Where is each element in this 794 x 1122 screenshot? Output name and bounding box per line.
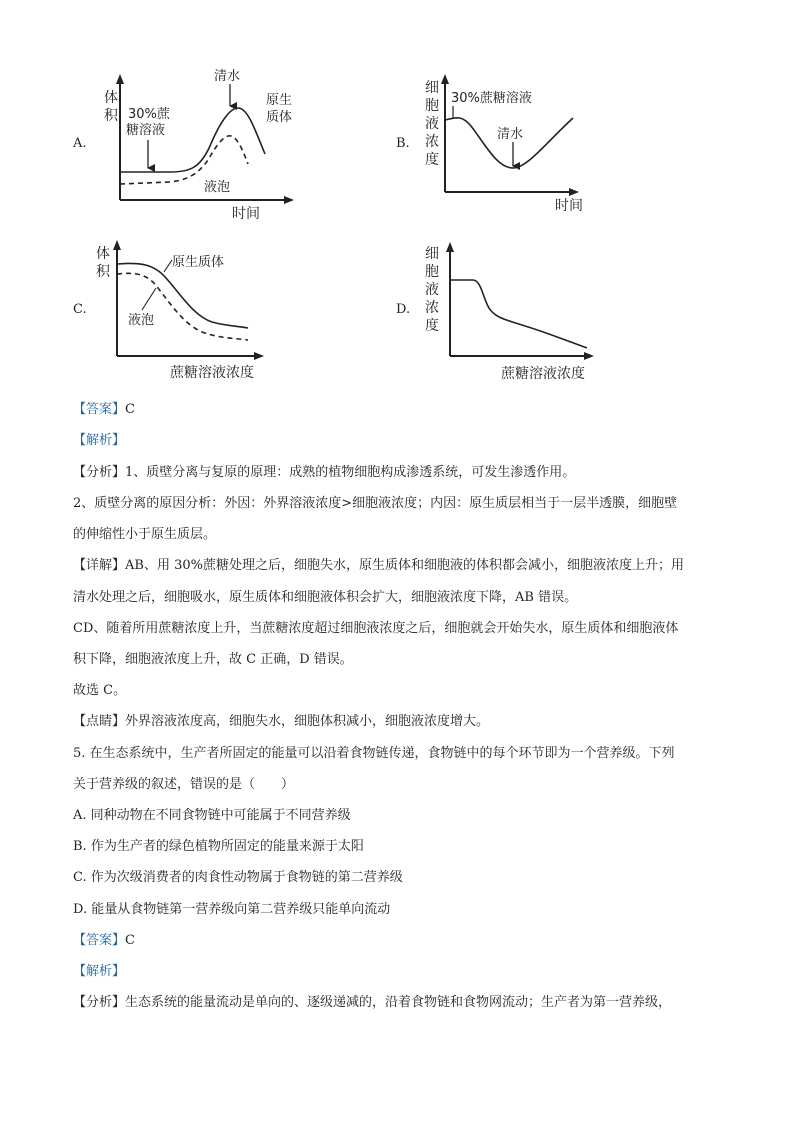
- annot-water: 清水: [214, 69, 241, 84]
- point-line: [73, 713, 489, 730]
- point-tag: 【点睛】: [73, 714, 126, 729]
- y-axis-arrow-icon: [116, 74, 124, 84]
- annot-sucrose-2: 糖溶液: [126, 123, 166, 138]
- y-axis-arrow-icon: [446, 242, 454, 252]
- annot-sucrose-1: 30%蔗: [128, 107, 170, 122]
- answer-tag: 【答案】: [73, 933, 126, 948]
- fenxi-tag: 【分析】: [73, 465, 126, 480]
- y-label-3: 液: [425, 116, 439, 132]
- option-d: D. 能量从食物链第一营养级向第二营养级只能单向流动: [73, 902, 391, 917]
- x-axis-arrow-icon: [254, 352, 264, 360]
- annot-protoplast-2: 质体: [266, 110, 293, 125]
- fenxi-line-3: 的伸缩性小于原生质层。: [73, 527, 217, 542]
- option-label-b: B.: [396, 136, 410, 151]
- concentration-curve: [445, 118, 573, 168]
- option-c: C. 作为次级消费者的肉食性动物属于食物链的第二营养级: [73, 870, 403, 885]
- y-label-5: 度: [425, 152, 439, 168]
- question-5-line-2: 关于营养级的叙述，错误的是（ ）: [73, 777, 295, 792]
- vacuole-curve: [120, 136, 248, 184]
- annot-protoplast-1: 原生: [266, 93, 293, 108]
- annot-sucrose: 30%蔗糖溶液: [451, 91, 532, 106]
- detail-line-2: 清水处理之后，细胞吸水，原生质体和细胞液体积会扩大，细胞液浓度下降，AB 错误。: [73, 590, 578, 605]
- figure-b: [415, 72, 595, 217]
- fenxi-text: 1、质壁分离与复原的原理：成熟的植物细胞构成渗透系统，可发生渗透作用。: [125, 465, 576, 480]
- fenxi-line-4: [73, 994, 671, 1011]
- protoplast-pointer: [164, 260, 172, 272]
- y-label-5: 度: [425, 318, 439, 334]
- option-b: B. 作为生产者的绿色植物所固定的能量来源于太阳: [73, 839, 364, 854]
- y-label-1: 体: [104, 90, 118, 106]
- analysis-tag: 【解析】: [73, 433, 126, 448]
- y-label-2: 胞: [425, 98, 439, 114]
- vacuole-curve: [117, 273, 248, 340]
- option-label-d: D.: [396, 302, 411, 317]
- y-label-2: 胞: [425, 264, 439, 280]
- x-axis-arrow-icon: [284, 196, 294, 204]
- x-label: 时间: [555, 198, 583, 214]
- annot-protoplast: 原生质体: [172, 255, 225, 270]
- x-label: 蔗糖溶液浓度: [170, 365, 254, 381]
- fenxi-line-2: 2、质壁分离的原因分析：外因：外界溶液浓度>细胞液浓度；内因：原生质层相当于一层半透膜，细胞壁: [73, 496, 678, 511]
- option-label-a: A.: [73, 136, 87, 151]
- y-label-1: 细: [425, 80, 439, 96]
- fenxi-tag: 【分析】: [73, 995, 126, 1010]
- answer-value: C: [125, 402, 135, 417]
- vacuole-pointer: [142, 288, 156, 310]
- fenxi-line-1: [73, 464, 575, 481]
- x-label: 蔗糖溶液浓度: [501, 366, 585, 382]
- y-label-3: 液: [425, 282, 439, 298]
- choose-line: 故选 C。: [73, 683, 127, 698]
- option-a: A. 同种动物在不同食物链中可能属于不同营养级: [73, 808, 351, 823]
- answer-line-1: [73, 401, 135, 418]
- y-label-4: 浓: [425, 134, 439, 150]
- annot-water: 清水: [497, 127, 524, 142]
- y-axis-arrow-icon: [113, 240, 121, 250]
- figure-c: [90, 236, 290, 386]
- detail-line-4: 积下降，细胞液浓度上升，故 C 正确，D 错误。: [73, 652, 353, 667]
- detail-text: AB、用 30%蔗糖处理之后，细胞失水，原生质体和细胞液的体积都会减小，细胞液浓度上升；用: [125, 558, 684, 573]
- answer-tag: 【答案】: [73, 402, 126, 417]
- option-label-c: C.: [73, 302, 87, 317]
- y-label-4: 浓: [425, 300, 439, 316]
- annot-vacuole: 液泡: [204, 180, 231, 195]
- detail-line-1: [73, 557, 684, 574]
- figure-a: [90, 60, 320, 225]
- answer-value: C: [125, 933, 135, 948]
- detail-line-3: CD、随着所用蔗糖浓度上升，当蔗糖浓度超过细胞液浓度之后，细胞就会开始失水，原生质体和细胞液体: [73, 621, 679, 636]
- y-label-1: 细: [425, 246, 439, 262]
- point-text: 外界溶液浓度高，细胞失水，细胞体积减小，细胞液浓度增大。: [125, 714, 490, 729]
- y-label-1: 体: [96, 246, 110, 262]
- analysis-line-2: [73, 963, 125, 980]
- x-axis-arrow-icon: [584, 352, 594, 360]
- detail-tag: 【详解】: [73, 558, 126, 573]
- analysis-line-1: [73, 432, 125, 449]
- annot-vacuole: 液泡: [128, 313, 155, 328]
- y-label-2: 积: [104, 108, 118, 124]
- analysis-tag: 【解析】: [73, 964, 126, 979]
- y-label-2: 积: [96, 264, 110, 280]
- question-5-line-1: 5. 在生态系统中，生产者所固定的能量可以沿着食物链传递，食物链中的每个环节即为一个营养级。下列: [73, 746, 675, 761]
- x-axis-arrow-icon: [569, 188, 579, 196]
- fenxi-text: 生态系统的能量流动是单向的、逐级递减的，沿着食物链和食物网流动；生产者为第一营养级，: [125, 995, 672, 1010]
- answer-line-2: [73, 932, 135, 949]
- x-label: 时间: [232, 206, 260, 222]
- y-axis-arrow-icon: [441, 74, 449, 84]
- figure-d: [415, 240, 615, 388]
- concentration-curve: [451, 280, 587, 348]
